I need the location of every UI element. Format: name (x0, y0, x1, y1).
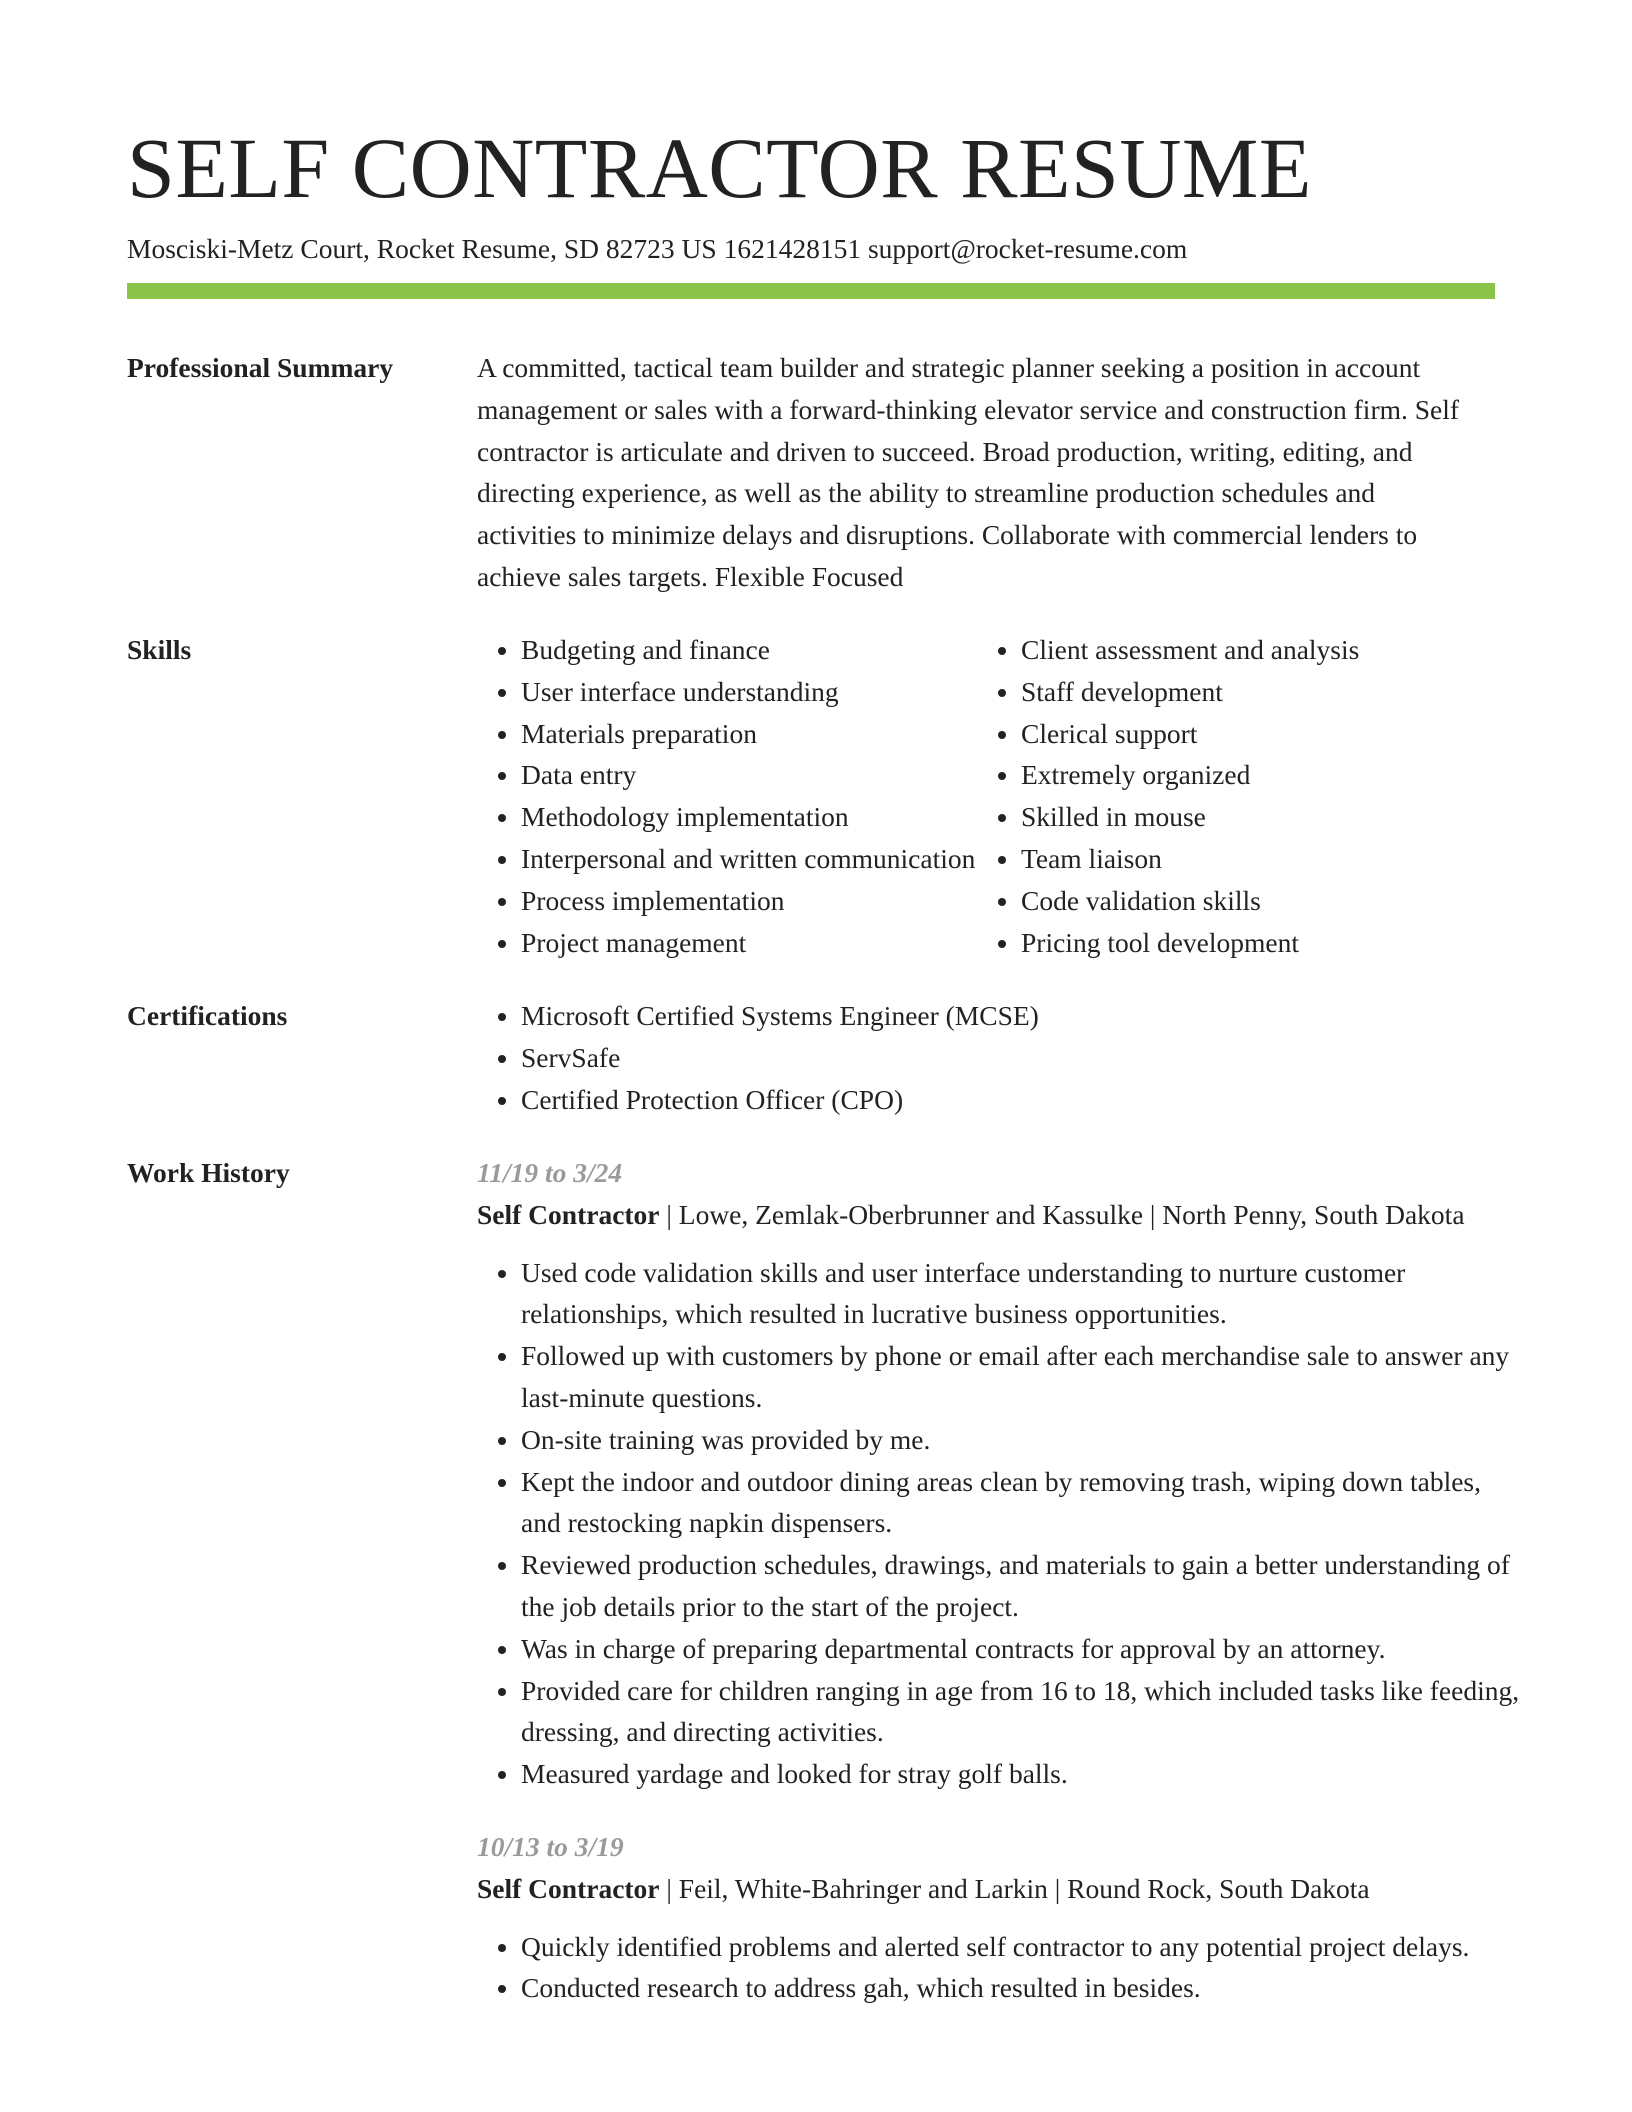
section-label-summary: Professional Summary (127, 352, 394, 383)
resume-title: SELF CONTRACTOR RESUME (127, 120, 1312, 216)
job-bullet: • Used code validation skills and user interface understanding to nurture customer relationships, which resulted in lucrative business opportunities. (521, 1252, 1521, 1336)
job-bullet: • Provided care for children ranging in age from 16 to 18, which included tasks like feeding, dressing, and directing activities. (521, 1670, 1521, 1754)
skill-item: • Data entry (521, 754, 1021, 796)
skill-item: • Skilled in mouse (1021, 796, 1521, 838)
work-history-body (477, 1152, 1520, 2009)
job-bullet: • Measured yardage and looked for stray golf balls. (521, 1753, 1521, 1795)
summary-body (477, 347, 1495, 598)
job-dates: 10/13 to 3/19 (477, 1830, 624, 1862)
skill-item: • Team liaison (1021, 838, 1521, 880)
job-bullet: • Conducted research to address gah, which resulted in besides. (521, 1967, 1521, 2009)
skill-item: • Budgeting and finance (521, 629, 1021, 671)
job-heading (477, 1194, 1477, 1236)
skills-list-left (477, 629, 1021, 963)
summary-text: A committed, tactical team builder and strategic planner seeking a position in account management or sales with a forward-thinking elevator service and construction firm. Self contractor is articulate and driven to succeed. Broad production, writing, editing, and directing experience, as well as the ability to streamline production schedules and activities to minimize delays and disruptions. Collaborate with commercial lenders to achieve sales targets. Flexible Focused (477, 352, 1460, 592)
skill-item: • Extremely organized (1021, 754, 1521, 796)
skill-item: • Process implementation (521, 880, 1021, 922)
job-title: Self Contractor (477, 1872, 660, 1904)
contact-line: Mosciski-Metz Court, Rocket Resume, SD 82723 US 1621428151 support@rocket-resume.com (127, 233, 1188, 264)
skill-item: • Client assessment and analysis (1021, 629, 1521, 671)
skill-item: • Project management (521, 922, 1021, 964)
job-title: Self Contractor (477, 1198, 660, 1230)
job-entry (477, 1152, 1520, 1795)
skill-item: • Materials preparation (521, 713, 1021, 755)
section-label-work-history: Work History (127, 1157, 290, 1188)
skills-body (477, 629, 1495, 965)
job-bullet: • Followed up with customers by phone or email after each merchandise sale to answer any last-minute questions. (521, 1335, 1521, 1419)
section-label-certifications: Certifications (127, 1000, 288, 1031)
job-dates: 11/19 to 3/24 (477, 1157, 623, 1188)
job-heading (477, 1868, 1477, 1910)
job-bullet: • Kept the indoor and outdoor dining areas clean by removing trash, wiping down tables, and restocking napkin dispensers. (521, 1461, 1521, 1545)
job-details: | Feil, White-Bahringer and Larkin | Round Rock, South Dakota (659, 1872, 1370, 1904)
job-bullet: • Reviewed production schedules, drawings, and materials to gain a better understanding of the job details prior to the start of the project. (521, 1544, 1521, 1628)
certification-item: • Microsoft Certified Systems Engineer (MCSE) (521, 995, 1495, 1037)
job-bullet: • Quickly identified problems and alerted self contractor to any potential project delays. (521, 1926, 1521, 1968)
skills-columns (477, 629, 1495, 965)
certifications-body (477, 995, 1495, 1120)
skills-list-right (977, 629, 1521, 963)
header-divider (127, 283, 1495, 299)
job-details: | Lowe, Zemlak-Oberbrunner and Kassulke | North Penny, South Dakota (659, 1198, 1465, 1230)
skill-item: • Code validation skills (1021, 880, 1521, 922)
job-bullets (477, 1252, 1521, 1795)
job-entry (477, 1826, 1495, 2009)
certification-item: • ServSafe (521, 1037, 1495, 1079)
skill-item: • Pricing tool development (1021, 922, 1521, 964)
section-label-skills: Skills (127, 634, 192, 665)
skill-item: • User interface understanding (521, 671, 1021, 713)
job-bullets (477, 1926, 1521, 2010)
certifications-list (477, 995, 1495, 1120)
skill-item: • Staff development (1021, 671, 1521, 713)
job-bullet: • Was in charge of preparing departmental contracts for approval by an attorney. (521, 1628, 1521, 1670)
certification-item: • Certified Protection Officer (CPO) (521, 1079, 1495, 1121)
job-bullet: • On-site training was provided by me. (521, 1419, 1521, 1461)
skill-item: • Methodology implementation (521, 796, 1021, 838)
skill-item: • Interpersonal and written communication (521, 838, 1021, 880)
skill-item: • Clerical support (1021, 713, 1521, 755)
